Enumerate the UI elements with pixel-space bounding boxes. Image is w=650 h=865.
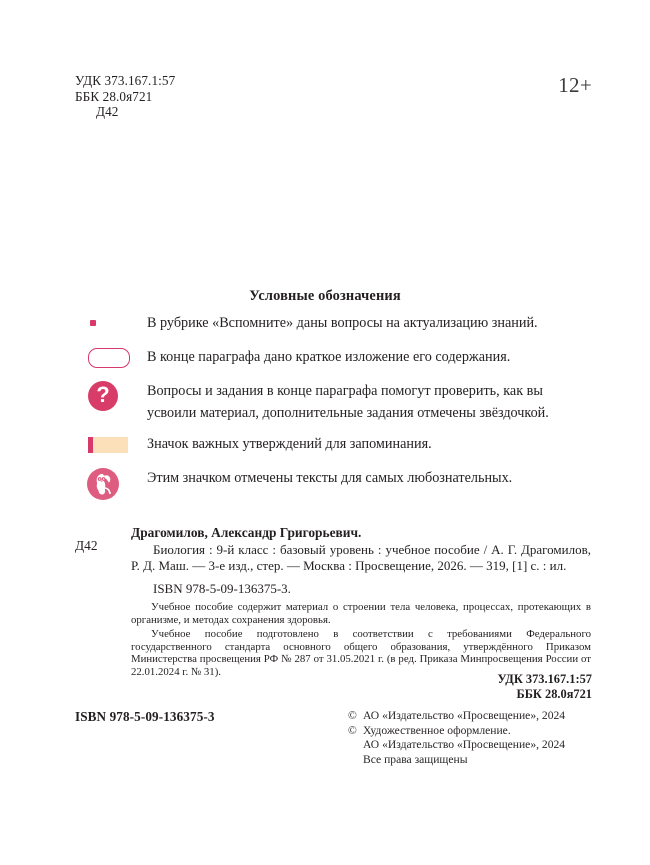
legend-item (86, 347, 591, 371)
biblio-author-code: Д42 (75, 538, 98, 553)
annotation-paragraph-1: Учебное пособие содержит материал о строении тела человека, процессах, протекающих в организме, и методах сохранения здоровья. (131, 600, 591, 626)
copyright-block (348, 709, 565, 767)
copyright-symbol-icon: © (348, 709, 357, 722)
author-code-top: Д42 (96, 104, 119, 119)
bottom-classification-codes (497, 672, 592, 701)
copyright-design-publisher: АО «Издательство «Просвещение», 2024 (363, 738, 566, 752)
bbk-code-bottom: ББК 28.0я721 (516, 686, 592, 701)
legend-item-label: Значок важных утверждений для запоминания. (147, 436, 432, 452)
legend-item-label: В конце параграфа дано краткое изложение его содержания. (147, 349, 511, 365)
udk-code-top: УДК 373.167.1:57 (75, 73, 176, 88)
copyright-line (348, 709, 565, 724)
legend-item-label: В рубрике «Вспомните» даны вопросы на актуализацию знаний. (147, 315, 538, 331)
rights-reserved: Все права защищены (363, 752, 468, 766)
annotation-paragraph-2: Учебное пособие подготовлено в соответствии с требованиями Федерального государственного стандарта основного общего образования, утверждённого Приказом Министерства просвещения РФ № 287 от 31.05.2021 г. (в ред. Приказа Минпросвещения России от 22.01.2024 г. № 31). (131, 627, 591, 679)
legend-item-label: Вопросы и задания в конце параграфа помогут проверить, как вы усвоили материал, дополнительные задания отмечены звёздочкой. (147, 383, 549, 421)
legend-title: Условные обозначения (249, 288, 401, 304)
legend-item-label: Этим значком отмечены тексты для самых любознательных. (147, 470, 513, 486)
copyright-line (348, 724, 565, 739)
top-classification-codes (75, 73, 175, 120)
legend-item (86, 381, 591, 424)
note-box-icon (86, 434, 134, 470)
bibliographic-record (75, 524, 591, 679)
copyright-design: Художественное оформление. (363, 723, 511, 737)
legend-item (86, 313, 591, 337)
copyright-publisher: АО «Издательство «Просвещение», 2024 (363, 709, 566, 722)
legend-item (86, 434, 591, 458)
biblio-author-name: Драгомилов, Александр Григорьевич. (131, 525, 362, 540)
biblio-body (131, 524, 591, 679)
bbk-code-top: ББК 28.0я721 (75, 88, 153, 104)
age-rating-badge: 12+ (558, 73, 592, 97)
bullet-dot-icon (86, 313, 134, 349)
legend-item (86, 468, 591, 492)
isbn-bottom: ISBN 978-5-09-136375-3 (75, 709, 215, 724)
copyright-symbol-icon: © (348, 723, 357, 737)
biblio-description: Биология : 9-й класс : базовый уровень : учебное пособие / А. Г. Драгомилов, Р. Д. Маш. — 3-е изд., стер. — Москва : Просвещение, 2026. — 319, [1] с. : ил. (131, 542, 591, 574)
rounded-rectangle-icon (86, 347, 134, 383)
question-mark-circle-icon: ? (86, 381, 134, 417)
udk-code-bottom: УДК 373.167.1:57 (497, 672, 592, 686)
legend-list (86, 313, 591, 502)
biblio-isbn: ISBN 978-5-09-136375-3. (153, 580, 291, 596)
owl-circle-icon (86, 468, 134, 504)
